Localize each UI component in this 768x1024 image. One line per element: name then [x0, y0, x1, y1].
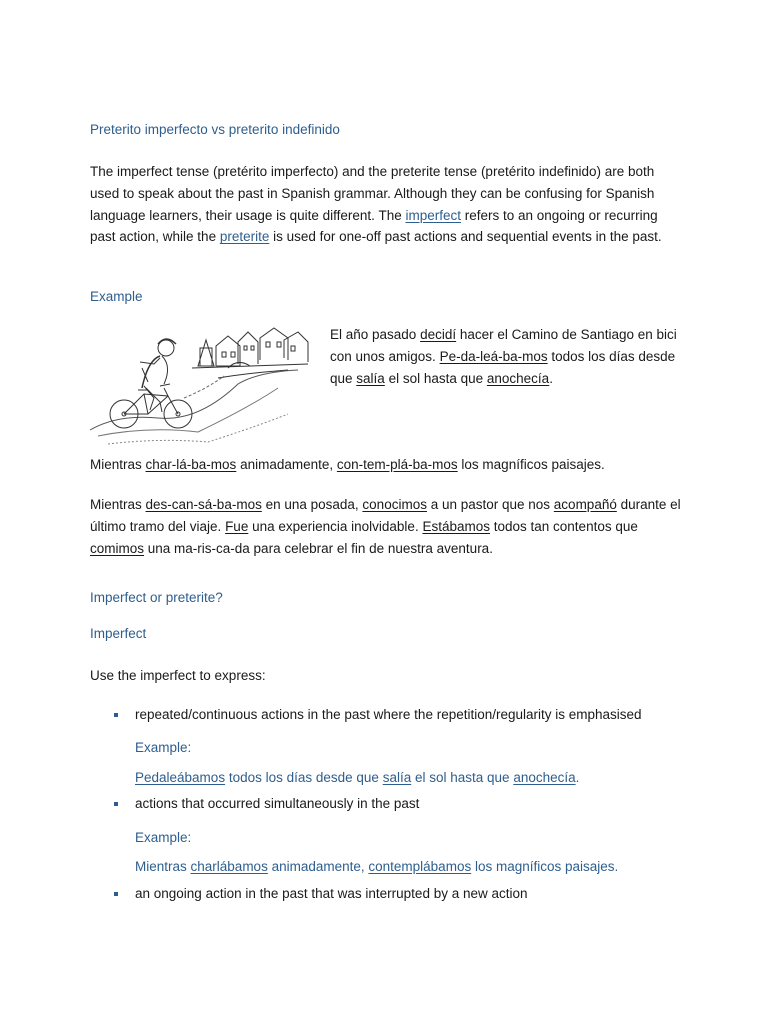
imperfect-link[interactable]: imperfect — [405, 207, 461, 223]
story-text: Mientras — [90, 497, 146, 512]
page-title: Preterito imperfecto vs preterito indefinido — [90, 122, 340, 137]
example-text: todos los días desde que — [225, 770, 383, 785]
story-text: durante el último tramo del viaje. — [90, 497, 681, 534]
verb-underlined: Fue — [225, 518, 249, 534]
story-text: todos los días desde que — [330, 348, 676, 386]
example-sentence — [135, 767, 579, 789]
example-text: animadamente, — [267, 859, 369, 874]
verb-underlined: charlábamos — [190, 859, 268, 874]
verb-underlined: salía — [356, 370, 385, 386]
example-sentence — [135, 856, 618, 878]
intro-text: The imperfect tense (pretérito imperfecto) and the preterite tense (pretérito indefinido) are both used to speak about the past in Spanish grammar. Although they can be confusing for Spanish language learners, their usage is quite different. The — [90, 164, 655, 223]
verb-underlined: salía — [382, 770, 412, 785]
bullet-item: an ongoing action in the past that was interrupted by a new action — [135, 886, 528, 901]
verb-underlined: anochecía — [513, 770, 576, 785]
story-text: a un pastor que nos — [426, 497, 554, 512]
bullet-item: repeated/continuous actions in the past where the repetition/regularity is emphasised — [135, 707, 642, 722]
verb-underlined: char-lá-ba-mos — [145, 457, 237, 472]
verb-underlined: Estábamos — [422, 518, 490, 534]
example-text: los magníficos paisajes. — [471, 859, 619, 874]
verb-underlined: comimos — [90, 540, 145, 556]
story-text: el sol hasta que — [384, 370, 487, 386]
story-paragraph-3 — [90, 494, 682, 559]
story-paragraph-1 — [330, 324, 680, 389]
verb-underlined: des-can-sá-ba-mos — [145, 497, 262, 512]
story-text: El año pasado — [330, 327, 421, 342]
bullet-icon — [114, 802, 118, 806]
bullet-icon — [114, 892, 118, 896]
story-text: animadamente, — [236, 457, 337, 472]
example-text: Mientras — [135, 859, 191, 874]
story-text: . — [549, 370, 553, 386]
example-label: Example: — [135, 740, 192, 755]
intro-text: refers to an ongoing or recurring past action, while the — [90, 207, 658, 245]
story-paragraph-2 — [90, 454, 690, 476]
intro-text: is used for one-off past actions and sequential events in the past. — [269, 229, 662, 245]
verb-underlined: decidí — [420, 327, 457, 342]
example-heading: Example — [90, 289, 143, 304]
verb-underlined: acompañó — [553, 497, 617, 512]
story-text: en una posada, — [261, 497, 363, 512]
verb-underlined: Pe-da-leá-ba-mos — [439, 348, 548, 364]
story-text: los magníficos paisajes. — [457, 457, 605, 472]
cyclist-village-illustration — [88, 318, 316, 450]
story-text: todos tan contentos que — [490, 518, 638, 534]
verb-underlined: con-tem-plá-ba-mos — [336, 457, 458, 472]
example-label: Example: — [135, 830, 192, 845]
bullet-icon — [114, 713, 118, 717]
example-text: el sol hasta que — [411, 770, 514, 785]
verb-underlined: contemplábamos — [368, 859, 472, 874]
intro-paragraph — [90, 161, 680, 248]
section-heading: Imperfect or preterite? — [90, 590, 223, 605]
story-text: hacer el Camino de Santiago en bici con unos amigos. — [330, 327, 677, 364]
verb-underlined: conocimos — [362, 497, 427, 512]
preterite-link[interactable]: preterite — [219, 229, 270, 245]
example-text: . — [575, 770, 580, 785]
bullet-item: actions that occurred simultaneously in the past — [135, 796, 420, 811]
story-text: una ma-ris-ca-da para celebrar el fin de nuestra aventura. — [144, 540, 493, 556]
imperfect-heading: Imperfect — [90, 626, 147, 641]
story-text: Mientras — [90, 457, 146, 472]
story-text: una experiencia inolvidable. — [248, 518, 423, 534]
verb-underlined: anochecía — [486, 370, 550, 386]
verb-underlined: Pedaleábamos — [135, 770, 226, 785]
use-line: Use the imperfect to express: — [90, 668, 266, 683]
